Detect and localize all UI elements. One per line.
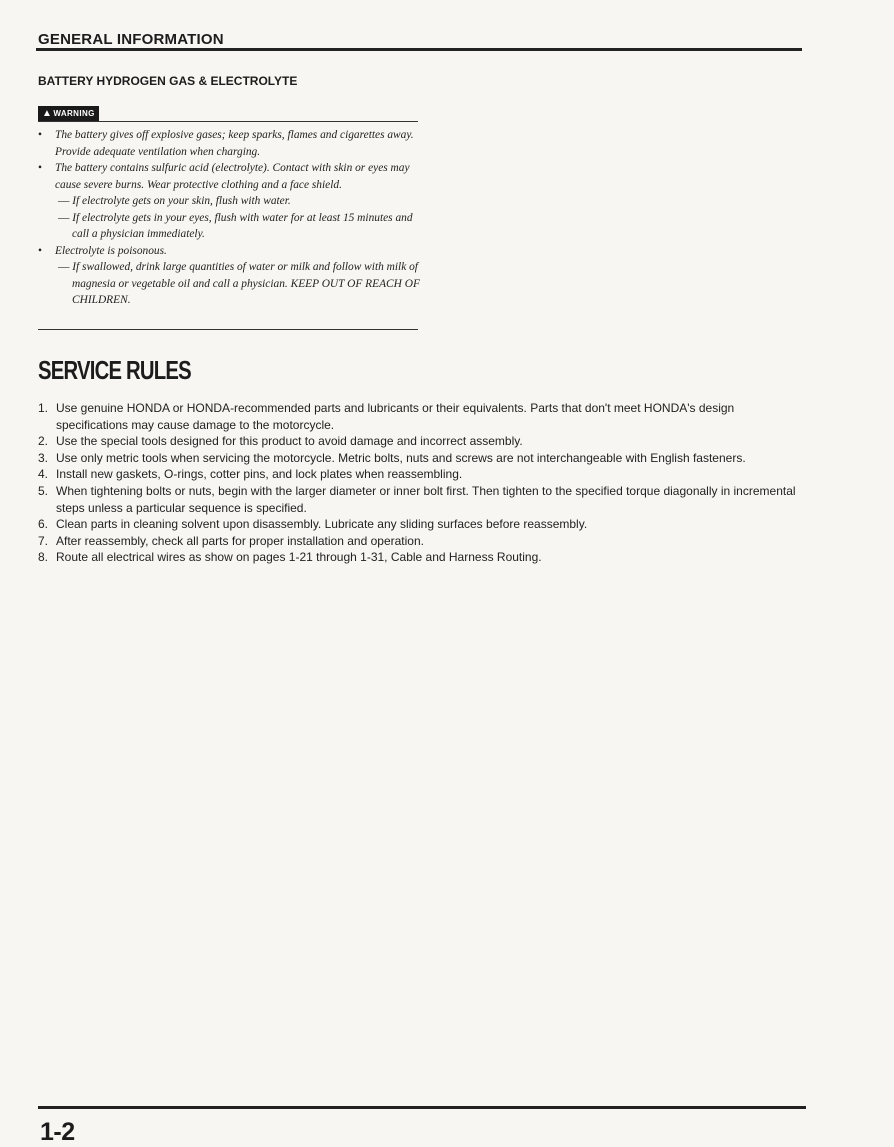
service-rules-heading: SERVICE RULES [38, 355, 191, 385]
warning-subitem [38, 193, 420, 210]
bullet-icon: • [38, 162, 42, 174]
rule-number: 6. [38, 517, 49, 532]
warning-bottom-rule [38, 329, 418, 330]
rule-number: 2. [38, 434, 49, 449]
rule-number: 3. [38, 450, 49, 465]
rule-number: 8. [38, 550, 49, 565]
rule-number: 1. [38, 401, 49, 415]
dash-icon: — [58, 195, 73, 207]
rule-text: Use the special tools designed for this product to avoid damage and incorrect assembly. [56, 434, 523, 449]
service-rule [38, 516, 806, 533]
warning-subitem [38, 259, 420, 309]
rule-text: After reassembly, check all parts for proper installation and operation. [56, 533, 424, 548]
warning-subitem-text: If electrolyte gets on your skin, flush with water. [72, 195, 291, 207]
warning-label: WARNING [53, 109, 95, 118]
rule-text: When tightening bolts or nuts, begin with the larger diameter or inner bolt first. Then tighten to the specified torque diagonally in incremental steps unless a particular sequence is specified. [56, 483, 796, 515]
service-rule [38, 533, 806, 550]
service-rule [38, 450, 806, 467]
warning-subitem-text: If swallowed, drink large quantities of water or milk and follow with milk of magnesia or vegetable oil and call a physician. KEEP OUT OF REACH OF CHILDREN. [72, 261, 420, 306]
service-rule [38, 400, 806, 433]
warning-box [38, 127, 420, 309]
warning-badge [38, 106, 99, 121]
service-rule [38, 549, 806, 566]
rule-text: Use genuine HONDA or HONDA-recommended parts and lubricants or their equivalents. Parts that don't meet HONDA's design specifications may cause damage to the motorcycle. [56, 401, 735, 432]
warning-item-text: The battery contains sulfuric acid (electrolyte). Contact with skin or eyes may cause severe burns. Wear protective clothing and a face shield. [55, 162, 410, 191]
warning-item-text: Electrolyte is poisonous. [55, 244, 167, 257]
rule-number: 4. [38, 467, 49, 482]
warning-item [38, 160, 420, 193]
battery-section-title: BATTERY HYDROGEN GAS & ELECTROLYTE [38, 74, 298, 88]
bullet-icon: • [38, 129, 42, 141]
warning-top-rule [38, 121, 418, 122]
rule-text: Use only metric tools when servicing the motorcycle. Metric bolts, nuts and screws are not interchangeable with English fasteners. [56, 450, 746, 465]
warning-item-text: The battery gives off explosive gases; keep sparks, flames and cigarettes away. Provide adequate ventilation when charging. [55, 129, 414, 158]
warning-subitem-text: If electrolyte gets in your eyes, flush with water for at least 15 minutes and call a physician immediately. [72, 211, 413, 240]
warning-item [38, 243, 420, 260]
warning-subitem [38, 210, 420, 243]
service-rule [38, 483, 806, 516]
rule-text: Route all electrical wires as show on pages 1-21 through 1-31, Cable and Harness Routing. [56, 550, 542, 565]
dash-icon: — [58, 211, 73, 224]
service-rule [38, 433, 806, 450]
rule-number: 7. [38, 533, 49, 548]
header-divider [36, 48, 802, 51]
warning-item [38, 127, 420, 160]
page-number: 1-2 [40, 1118, 75, 1146]
rule-number: 5. [38, 483, 49, 498]
service-rules-list [38, 400, 806, 566]
bullet-icon: • [38, 244, 42, 257]
footer-divider [38, 1106, 806, 1109]
warning-triangle-icon: ▲ [42, 108, 53, 119]
page-header-title: GENERAL INFORMATION [38, 31, 224, 48]
dash-icon: — [58, 261, 73, 273]
rule-text: Install new gaskets, O-rings, cotter pins, and lock plates when reassembling. [56, 467, 463, 482]
rule-text: Clean parts in cleaning solvent upon disassembly. Lubricate any sliding surfaces before reassembly. [56, 517, 588, 532]
service-rule [38, 466, 806, 483]
